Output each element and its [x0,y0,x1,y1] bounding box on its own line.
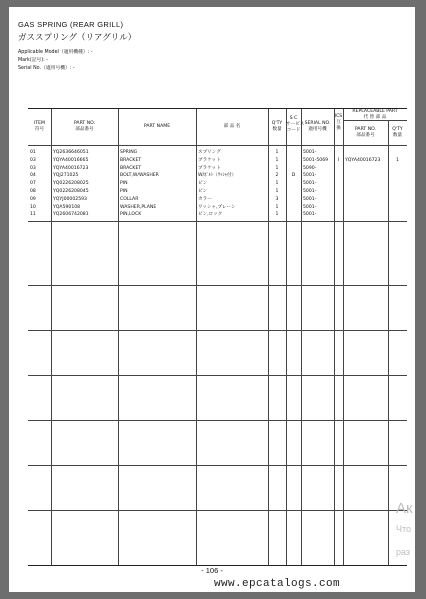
cell-jp-name: ピン [198,189,208,194]
mark: Mark(記号): - [18,58,49,63]
header-rule [28,145,407,146]
cell-qty: 1 [275,165,279,171]
cell-part-name: BRACKET [120,165,142,171]
title-japanese: ガススプリング（リアグリル） [18,33,137,43]
cell-part-no: YQYA40016723 [53,165,89,171]
side-text-2: Что [396,524,412,534]
header-item: ITEM 符号 [33,121,46,132]
cell-jp-name: スプリング [198,150,221,155]
cell-part-name: PIN,LOCK [120,212,142,218]
block-rule [28,465,407,466]
cell-part-no: YQJ271025 [53,173,79,179]
cell-serial: 5001- [303,150,317,155]
cell-serial: 5001- [303,181,317,187]
header-serial: SERIAL NO. 適用号機 [304,121,331,132]
cell-ics: I [337,157,340,163]
cell-part-name: SPRING [120,150,138,155]
block-rule [28,221,407,222]
cell-item: 08 [30,189,36,194]
header-ics: ICS 互 換 [334,114,343,131]
header-part-name: PART NAME [143,124,171,129]
cell-serial: 5090- [303,165,317,171]
block-rule [28,420,407,421]
cell-part-name: BRACKET [120,157,142,163]
header-part-no: PART NO. 部品番号 [73,121,96,132]
cell-jp-name: ワッシャ,プレーン [198,204,236,210]
side-text-3: раз [396,547,411,557]
cell-qty: 2 [275,173,279,179]
cell-jp-name: ブラケット [198,157,221,163]
watermark: www.epcatalogs.com [214,578,341,590]
cell-item: 11 [30,212,36,218]
parts-table [28,108,407,566]
cell-part-name: WASHER,PLANE [120,204,157,210]
serial-no: Serial No.（適用号機）: - [18,66,75,71]
cell-jp-name: ピン,ロック [198,212,223,218]
cell-serial: 5001- [303,173,317,179]
title-english: GAS SPRING (REAR GRILL) [18,20,124,29]
block-rule [28,330,407,331]
cell-part-name: BOLT,W/WASHER [120,173,159,179]
column-rule [301,109,302,565]
cell-part-name: PIN [120,189,128,194]
cell-part-name: COLLAR [120,196,139,202]
cell-part-no: YQ0226208045 [53,189,89,194]
header-replaceable: REPLACEABLE PART 代 替 部 品 [352,109,398,120]
cell-sc: D [291,173,296,179]
cell-item: 04 [30,173,36,179]
cell-serial: 5001- [303,189,317,194]
cell-jp-name: ピン [198,181,208,187]
cell-serial: 5001- [303,196,317,202]
side-text-1: Ак [396,500,413,517]
column-rule [343,109,344,565]
cell-part-no: YQA590108 [53,204,81,210]
cell-rep-qty: 1 [396,157,399,163]
header-rep-part-no: PART NO. 部品番号 [354,127,377,138]
cell-part-name: PIN [120,181,128,187]
applicable-model: Applicable Model（適用機種）: - [18,50,93,55]
cell-item: 01 [30,150,36,155]
cell-item: 03 [30,157,36,163]
column-rule [334,109,335,565]
column-rule [196,109,197,565]
cell-serial: 5001-5069 [303,157,329,163]
cell-jp-name: カラー [198,196,212,202]
cell-jp-name: W/ﾎﾞﾙﾄ（ﾜｯｼｬ付） [198,173,237,179]
cell-part-no: YQYJ00002593 [53,196,87,202]
cell-rep-part-no: YQYA40016723 [345,157,381,163]
cell-qty: 1 [275,204,279,210]
cell-part-no: YQ2636646051 [53,150,89,155]
cell-qty: 1 [275,189,279,194]
cell-item: 03 [30,165,36,171]
cell-qty: 1 [275,150,279,155]
cell-part-no: YQ2606742081 [53,212,89,218]
block-rule [28,285,407,286]
header-rep-qty: Q'TY 数量 [392,127,403,138]
cell-part-no: YQ0226208025 [53,181,89,187]
cell-part-no: YQYA40016665 [53,157,89,163]
cell-item: 10 [30,204,36,210]
cell-qty: 1 [275,157,279,163]
column-rule [388,120,389,565]
block-rule [28,510,407,511]
cell-serial: 5001- [303,204,317,210]
header-qty: Q'TY 数量 [271,121,283,132]
cell-jp-name: ブラケット [198,165,221,171]
column-rule [51,109,52,565]
block-rule [28,375,407,376]
header-jp-name: 部 品 名 [223,124,241,129]
page-number: - 106 - [201,566,223,575]
cell-qty: 1 [275,181,279,187]
cell-qty: 3 [275,196,279,202]
cell-item: 07 [30,181,36,187]
cell-serial: 5001- [303,212,317,218]
catalog-page [9,7,415,592]
cell-item: 09 [30,196,36,202]
cell-qty: 1 [275,212,279,218]
column-rule [118,109,119,565]
header-sc: S C サービス コード [286,116,305,133]
